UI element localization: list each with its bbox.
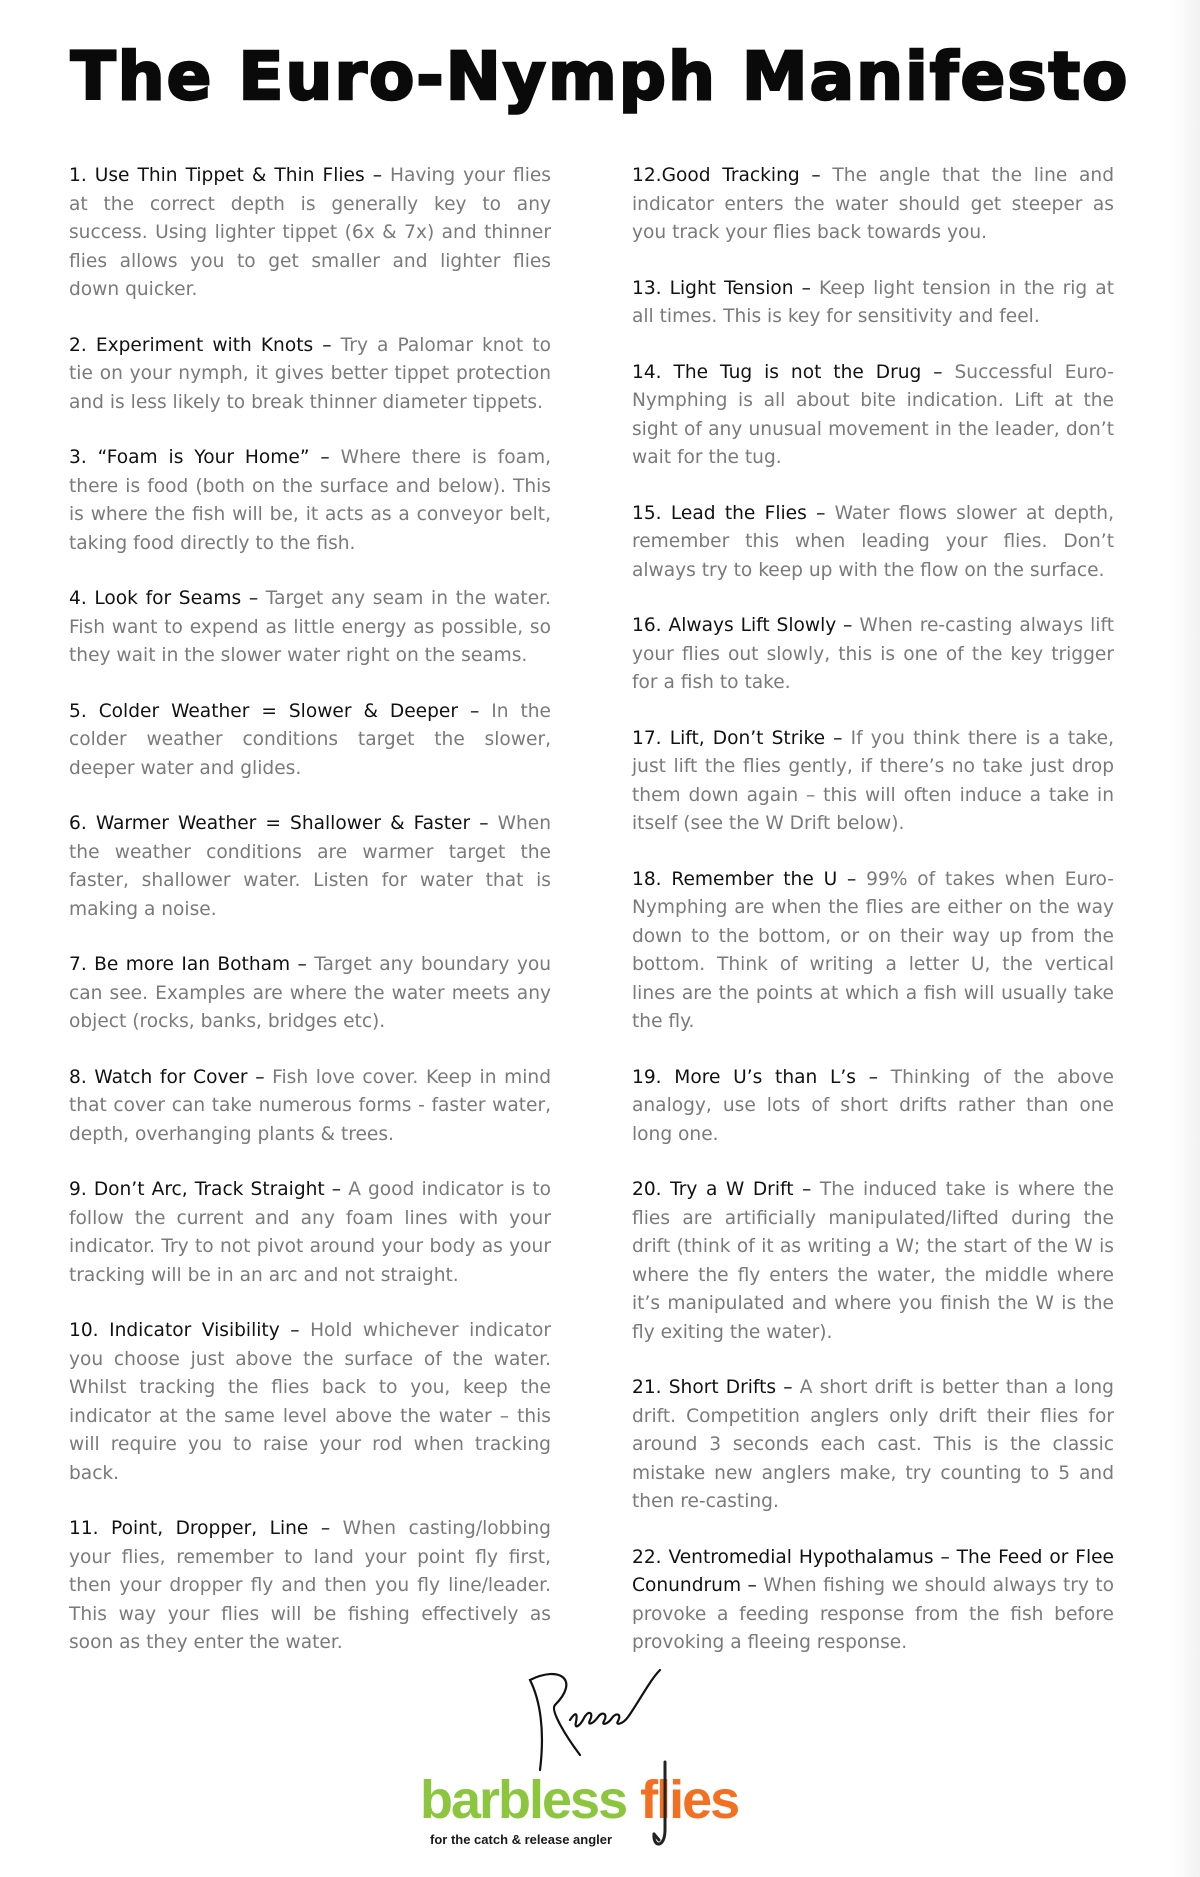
brand-tagline: for the catch & release angler bbox=[430, 1832, 613, 1847]
tip-item: 5. Colder Weather = Slower & Deeper – In the colder weather conditions target the slower, deeper water and glides. bbox=[69, 700, 551, 779]
tip-heading: 17. Lift, Don’t Strike bbox=[632, 727, 826, 749]
tip-heading: 12.Good Tracking bbox=[632, 165, 800, 186]
tip-item: 10. Indicator Visibility – Hold whichever indicator you choose just above the surface of the water. Whilst tracking the flies back to you, keep the indicator at the same level above the water – this will require you to raise your rod when tracking back. bbox=[69, 1320, 551, 1484]
tip-body: If you think there is a take, just lift the flies gently, if there’s no take just drop them down again – this will often induce a take in itself (see the W Drift below). bbox=[632, 727, 1114, 834]
tip-body: Having your flies at the correct depth is generally key to any success. Using lighter tippet (6x & 7x) and thinner flies allows you to get smaller and lighter flies down quicker. bbox=[69, 165, 551, 300]
tip-item: 13. Light Tension – Keep light tension in the rig at all times. This is key for sensitivity and feel. bbox=[632, 277, 1114, 327]
tip-heading: 1. Use Thin Tippet & Thin Flies bbox=[69, 165, 365, 186]
tip-body: Where there is foam, there is food (both on the surface and below). This is where the fish will be, it acts as a conveyor belt, taking food directly to the fish. bbox=[69, 447, 551, 554]
tip-body: When casting/lobbing your flies, remember to land your point fly first, then your dropper fly and then you fly line/leader. This way your flies will be fishing effectively as soon as they enter the water. bbox=[69, 1518, 551, 1653]
hook-icon bbox=[651, 1760, 679, 1855]
tip-heading: 14. The Tug is not the Drug bbox=[632, 361, 922, 383]
page-title: The Euro-Nymph Manifesto bbox=[70, 38, 1130, 115]
tip-item: 19. More U’s than L’s – Thinking of the above analogy, use lots of short drifts rather than one long one. bbox=[632, 1066, 1114, 1145]
page-edge-shadow bbox=[1170, 0, 1200, 1877]
tip-body: Hold whichever indicator you choose just above the surface of the water. Whilst tracking the flies back to you, keep the indicator at the same level above the water – this will require you to raise your rod when tracking back. bbox=[69, 1320, 551, 1484]
tip-heading: 18. Remember the U bbox=[632, 868, 838, 890]
tip-body: 99% of takes when Euro-Nymphing are when the flies are either on the way down to the bottom, or on their way up from the bottom. Think of writing a letter U, the vertical lines are the points at which a fish will usually take the fly. bbox=[632, 868, 1114, 1032]
tip-heading: 21. Short Drifts bbox=[632, 1377, 777, 1398]
tip-heading: 22. Ventromedial Hypothalamus – The Feed or Flee Conundrum bbox=[632, 1546, 1114, 1596]
tip-heading: 3. “Foam is Your Home” bbox=[69, 447, 310, 468]
tip-heading: 5. Colder Weather = Slower & Deeper bbox=[69, 700, 459, 722]
tip-item: 17. Lift, Don’t Strike – If you think there is a take, just lift the flies gently, if there’s no take just drop them down again – this will often induce a take in itself (see the W Drift below). bbox=[632, 727, 1114, 834]
tip-item: 16. Always Lift Slowly – When re-casting always lift your flies out slowly, this is one of the key trigger for a fish to take. bbox=[632, 615, 1114, 693]
tip-body: Water flows slower at depth, remember this when leading your flies. Don’t always try to keep up with the flow on the surface. bbox=[632, 502, 1114, 581]
right-column bbox=[632, 162, 1114, 1685]
tip-body: Target any boundary you can see. Examples are where the water meets any object (rocks, banks, bridges etc). bbox=[69, 954, 551, 1032]
brand-logo bbox=[420, 1770, 738, 1830]
tip-heading: 2. Experiment with Knots bbox=[69, 334, 314, 356]
tip-heading: 11. Point, Dropper, Line bbox=[69, 1518, 309, 1539]
tip-heading: 13. Light Tension bbox=[632, 277, 794, 299]
tip-item: 8. Watch for Cover – Fish love cover. Keep in mind that cover can take numerous forms - faster water, depth, overhanging plants & trees. bbox=[69, 1066, 552, 1145]
tip-body: When fishing we should always try to provoke a feeding response from the fish before provoking a fleeing response. bbox=[632, 1575, 1114, 1653]
tip-body: When the weather conditions are warmer target the faster, shallower water. Listen for water that is making a noise. bbox=[69, 813, 551, 920]
tip-heading: 19. More U’s than L’s bbox=[632, 1066, 856, 1088]
tip-item: 9. Don’t Arc, Track Straight – A good indicator is to follow the current and any foam lines with your indicator. Try to not pivot around your body as your tracking will be in an arc and not straight. bbox=[69, 1179, 551, 1286]
tip-heading: 10. Indicator Visibility bbox=[69, 1320, 280, 1341]
brand-footer bbox=[0, 1660, 1200, 1860]
tip-body: When re-casting always lift your flies out slowly, this is one of the key trigger for a fish to take. bbox=[632, 615, 1114, 693]
tip-heading: 20. Try a W Drift bbox=[632, 1179, 794, 1200]
tip-heading: 15. Lead the Flies bbox=[632, 502, 807, 524]
tip-body: The angle that the line and indicator enters the water should get steeper as you track your flies back towards you. bbox=[632, 165, 1114, 243]
tip-body: Try a Palomar knot to tie on your nymph, it gives better tippet protection and is less likely to break thinner diameter tippets. bbox=[69, 334, 552, 413]
tip-item: 7. Be more Ian Botham – Target any boundary you can see. Examples are where the water meets any object (rocks, banks, bridges etc). bbox=[69, 954, 551, 1032]
logo-barbless: barbless bbox=[420, 1770, 627, 1830]
tip-body: Target any seam in the water. Fish want to expend as little energy as possible, so they wait in the slower water right on the seams. bbox=[69, 588, 551, 666]
tip-body: Thinking of the above analogy, use lots of short drifts rather than one long one. bbox=[632, 1066, 1114, 1145]
tip-heading: 8. Watch for Cover bbox=[69, 1066, 248, 1088]
tip-item: 11. Point, Dropper, Line – When casting/lobbing your flies, remember to land your point fly first, then your dropper fly and then you fly line/leader. This way your flies will be fishing effectively as soon as they enter the water. bbox=[69, 1518, 551, 1653]
tip-body: A good indicator is to follow the current and any foam lines with your indicator. Try to not pivot around your body as your tracking will be in an arc and not straight. bbox=[69, 1179, 551, 1286]
left-column bbox=[69, 162, 551, 1685]
logo-flies: flies bbox=[640, 1770, 739, 1830]
tip-heading: 9. Don’t Arc, Track Straight bbox=[69, 1179, 325, 1200]
tip-body: Fish love cover. Keep in mind that cover can take numerous forms - faster water, depth, overhanging plants & trees. bbox=[69, 1066, 552, 1145]
tip-item: 20. Try a W Drift – The induced take is where the flies are artificially manipulated/lifted during the drift (think of it as writing a W; the start of the W is where the fly enters the water, the middle where it’s manipulated and where you finish the W is the fly exiting the water). bbox=[632, 1179, 1115, 1343]
tip-body: In the colder weather conditions target the slower, deeper water and glides. bbox=[69, 700, 551, 779]
tip-item: 6. Warmer Weather = Shallower & Faster – When the weather conditions are warmer target the faster, shallower water. Listen for water that is making a noise. bbox=[69, 813, 551, 920]
tip-body: A short drift is better than a long drift. Competition anglers only drift their flies for around 3 seconds each cast. This is the classic mistake new anglers make, try counting to 5 and then re-casting. bbox=[632, 1377, 1114, 1512]
tip-item: 15. Lead the Flies – Water flows slower at depth, remember this when leading your flies. Don’t always try to keep up with the flow on the surface. bbox=[632, 502, 1114, 581]
tip-item: 22. Ventromedial Hypothalamus – The Feed or Flee Conundrum – When fishing we should always try to provoke a feeding response from the fish before provoking a fleeing response. bbox=[632, 1546, 1114, 1653]
tip-item: 1. Use Thin Tippet & Thin Flies – Having your flies at the correct depth is generally key to any success. Using lighter tippet (6x & 7x) and thinner flies allows you to get smaller and lighter flies down quicker. bbox=[69, 165, 551, 300]
tip-item: 21. Short Drifts – A short drift is better than a long drift. Competition anglers only drift their flies for around 3 seconds each cast. This is the classic mistake new anglers make, try counting to 5 and then re-casting. bbox=[632, 1377, 1114, 1512]
tip-body: Successful Euro-Nymphing is all about bite indication. Lift at the sight of any unusual movement in the leader, don’t wait for the tug. bbox=[632, 361, 1114, 468]
tip-item: 2. Experiment with Knots – Try a Palomar knot to tie on your nymph, it gives better tippet protection and is less likely to break thinner diameter tippets. bbox=[69, 334, 552, 413]
tip-heading: 6. Warmer Weather = Shallower & Faster bbox=[69, 813, 471, 834]
tip-item: 4. Look for Seams – Target any seam in the water. Fish want to expend as little energy as possible, so they wait in the slower water right on the seams. bbox=[69, 588, 551, 666]
tip-heading: 7. Be more Ian Botham bbox=[69, 954, 291, 975]
tip-body: Keep light tension in the rig at all times. This is key for sensitivity and feel. bbox=[632, 277, 1114, 327]
tip-item: 12.Good Tracking – The angle that the line and indicator enters the water should get steeper as you track your flies back towards you. bbox=[632, 165, 1114, 243]
tip-heading: 4. Look for Seams bbox=[69, 588, 242, 609]
tip-item: 14. The Tug is not the Drug – Successful Euro-Nymphing is all about bite indication. Lift at the sight of any unusual movement in the leader, don’t wait for the tug. bbox=[632, 361, 1114, 468]
tip-body: The induced take is where the flies are artificially manipulated/lifted during the drift (think of it as writing a W; the start of the W is where the fly enters the water, the middle where it’s manipulated and where you finish the W is the fly exiting the water). bbox=[632, 1179, 1115, 1343]
tip-heading: 16. Always Lift Slowly bbox=[632, 615, 837, 636]
tip-item: 3. “Foam is Your Home” – Where there is foam, there is food (both on the surface and below). This is where the fish will be, it acts as a conveyor belt, taking food directly to the fish. bbox=[69, 447, 551, 554]
tip-item: 18. Remember the U – 99% of takes when Euro-Nymphing are when the flies are either on the way down to the bottom, or on their way up from the bottom. Think of writing a letter U, the vertical lines are the points at which a fish will usually take the fly. bbox=[632, 868, 1114, 1032]
